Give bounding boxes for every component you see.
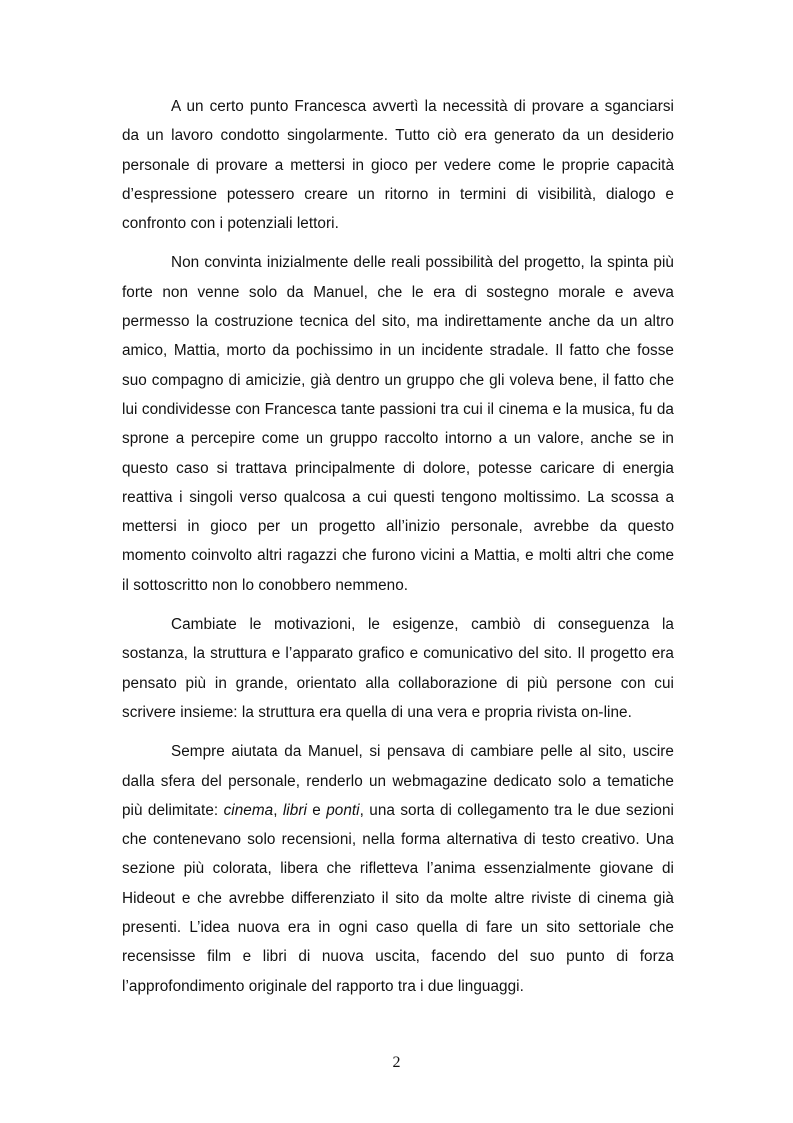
paragraph-4 (122, 737, 674, 1001)
paragraph-3: Cambiate le motivazioni, le esigenze, cambiò di conseguenza la sostanza, la struttura e l’apparato grafico e comunicativo del sito. Il progetto era pensato più in grande, orientato alla collaborazione di più persone con cui scrivere insieme: la struttura era quella di una vera e propria rivista on-line. (122, 616, 674, 721)
body-text (122, 92, 674, 1011)
term-cinema: cinema (223, 801, 274, 819)
paragraph-4-part-2: , una sorta di collegamento tra le due sezioni che contenevano solo recensioni, nella forma alternativa di testo creativo. Una sezione più colorata, libera che rifletteva l’anima essenzialmente giovane di Hideout e che avrebbe differenziato il sito da molte altre riviste di cinema già presenti. L’idea nuova era in ogni caso quella di fare un sito settoriale che recensisse film e libri di nuova uscita, facendo del suo punto di forza l’approfondimento originale del rapporto tra i due linguaggi. (122, 801, 674, 995)
page-number: 2 (392, 1054, 401, 1071)
separator-2: e (306, 801, 327, 819)
term-libri: libri (282, 801, 307, 819)
paragraph-4-part-1: Sempre aiutata da Manuel, si pensava di cambiare pelle al sito, uscire dalla sfera del personale, renderlo un webmagazine dedicato solo a tematiche più delimitate: (122, 743, 674, 819)
term-ponti: ponti (326, 801, 360, 819)
separator-1: , (273, 801, 283, 819)
paragraph-1: A un certo punto Francesca avvertì la necessità di provare a sganciarsi da un lavoro condotto singolarmente. Tutto ciò era generato da un desiderio personale di provare a mettersi in gioco per vedere come le proprie capacità d’espressione potessero creare un ritorno in termini di visibilità, dialogo e confronto con i potenziali lettori. (122, 98, 674, 233)
paragraph-2: Non convinta inizialmente delle reali possibilità del progetto, la spinta più forte non venne solo da Manuel, che le era di sostegno morale e aveva permesso la costruzione tecnica del sito, ma indirettamente anche da un altro amico, Mattia, morto da pochissimo in un incidente stradale. Il fatto che fosse suo compagno di amicizie, già dentro un gruppo che gli voleva bene, il fatto che lui condividesse con Francesca tante passioni tra cui il cinema e la musica, fu da sprone a percepire come un gruppo raccolto intorno a un valore, anche se in questo caso si trattava principalmente di dolore, potesse caricare di energia reattiva i singoli verso qualcosa a cui questi tengono moltissimo. La scossa a mettersi in gioco per un progetto all’inizio personale, avrebbe da questo momento coinvolto altri ragazzi che furono vicini a Mattia, e molti altri che come il sottoscritto non lo conobbero nemmeno. (122, 254, 674, 594)
